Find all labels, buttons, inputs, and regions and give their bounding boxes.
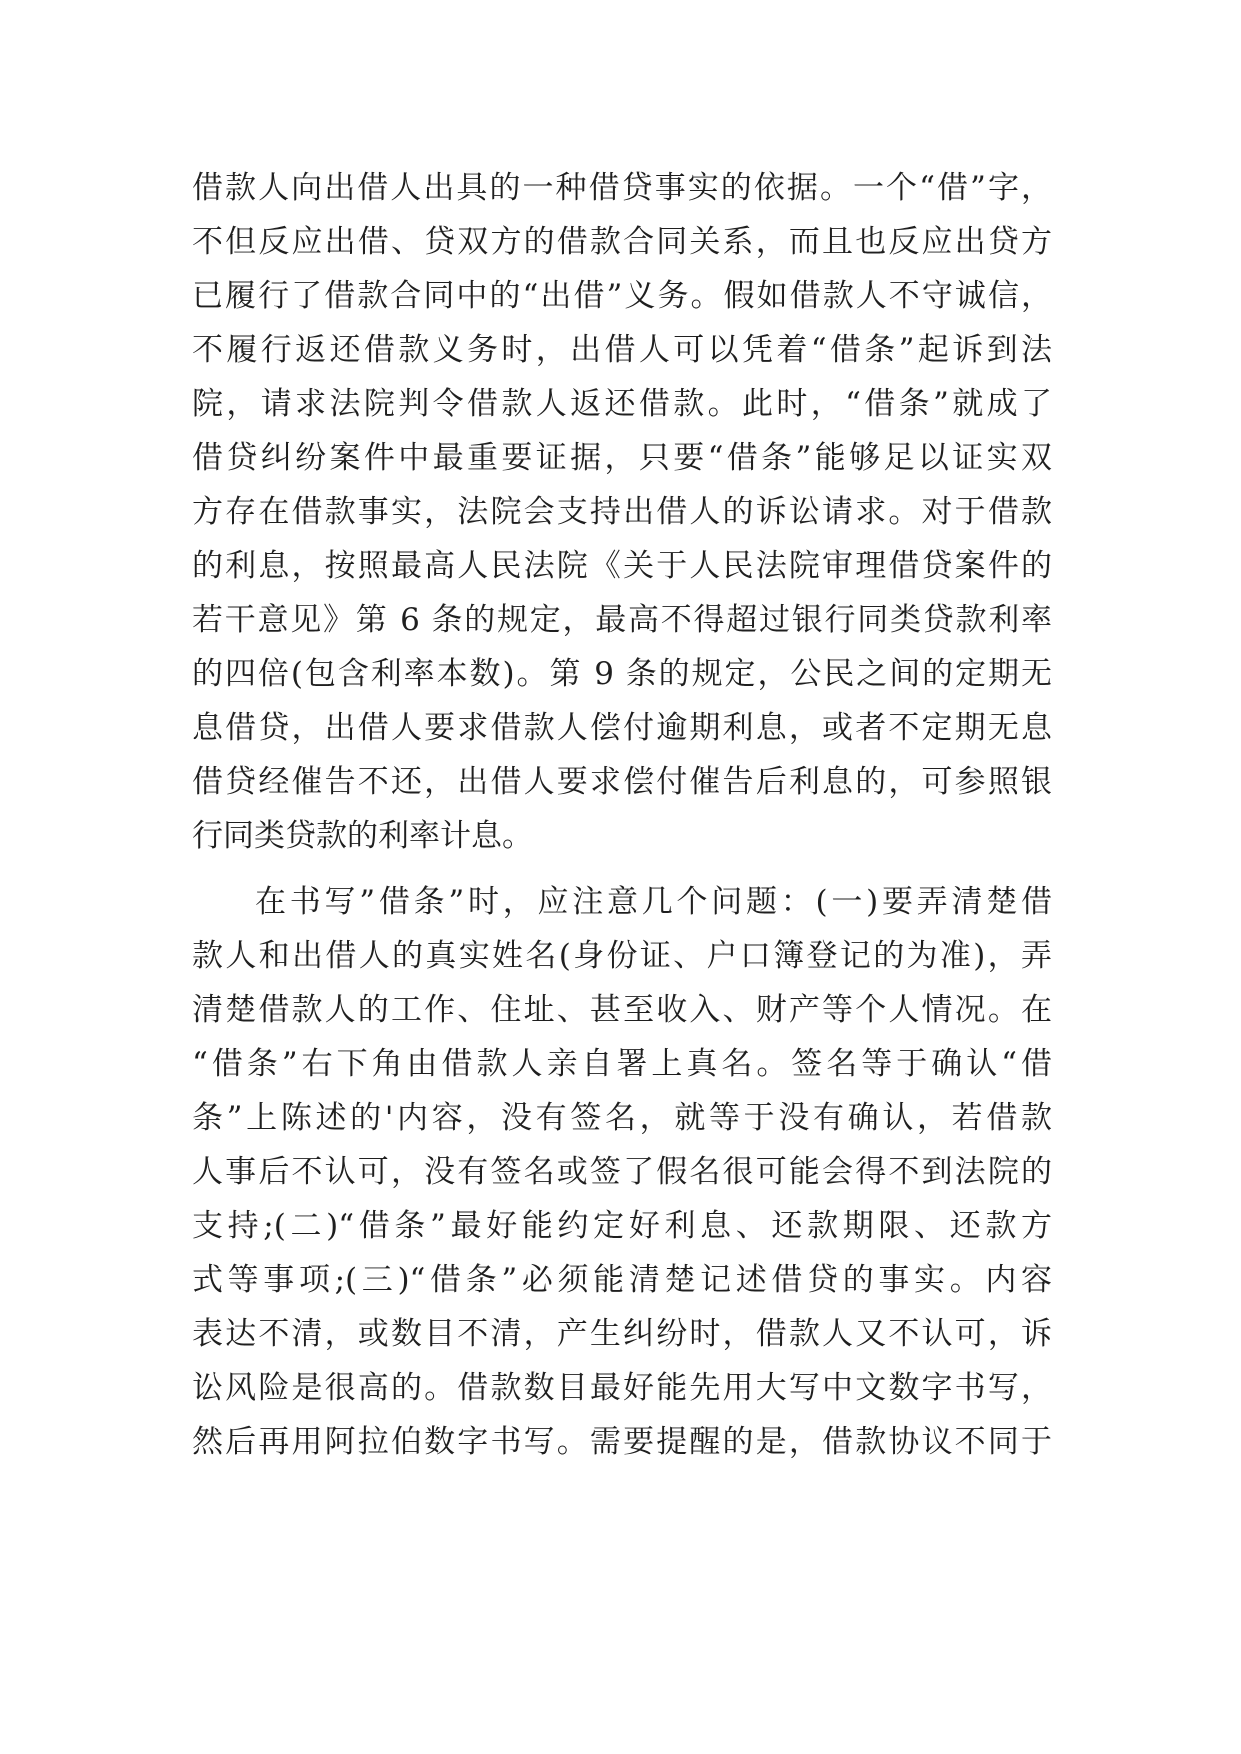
- paragraph-1-line-13: 行同类贷款的利率计息。: [192, 818, 533, 854]
- paragraph-2-line-9: 表达不清，或数目不清，产生纠纷时，借款人又不认可，诉: [192, 1316, 1052, 1352]
- paragraph-2-line-8: 式等事项;(三)“借条”必须能清楚记述借贷的事实。内容: [192, 1262, 1052, 1298]
- paragraph-2-line-5: 条”上陈述的'内容，没有签名，就等于没有确认，若借款: [192, 1100, 1052, 1136]
- paragraph-2-line-2: 款人和出借人的真实姓名(身份证、户口簿登记的为准)，弄: [192, 938, 1052, 974]
- paragraph-1-line-9: 若干意见》第 6 条的规定，最高不得超过银行同类贷款利率: [192, 602, 1052, 638]
- paragraph-2-line-4: “借条”右下角由借款人亲自署上真名。签名等于确认“借: [192, 1046, 1052, 1082]
- paragraph-1-line-7: 方存在借款事实，法院会支持出借人的诉讼请求。对于借款: [192, 494, 1052, 530]
- paragraph-2-line-6: 人事后不认可，没有签名或签了假名很可能会得不到法院的: [192, 1154, 1052, 1190]
- paragraph-1-line-8: 的利息，按照最高人民法院《关于人民法院审理借贷案件的: [192, 548, 1052, 584]
- paragraph-1-line-12: 借贷经催告不还，出借人要求偿付催告后利息的，可参照银: [192, 764, 1052, 800]
- paragraph-1-line-6: 借贷纠纷案件中最重要证据，只要“借条”能够足以证实双: [192, 440, 1052, 476]
- paragraph-2-line-10: 讼风险是很高的。借款数目最好能先用大写中文数字书写，: [192, 1370, 1052, 1406]
- paragraph-2-line-7: 支持;(二)“借条”最好能约定好利息、还款期限、还款方: [192, 1208, 1052, 1244]
- paragraph-2-line-11: 然后再用阿拉伯数字书写。需要提醒的是，借款协议不同于: [192, 1424, 1052, 1460]
- paragraph-1-line-5: 院，请求法院判令借款人返还借款。此时，“借条”就成了: [192, 386, 1052, 422]
- paragraph-1-line-1: 借款人向出借人出具的一种借贷事实的依据。一个“借”字，: [192, 170, 1052, 206]
- paragraph-2-line-1: 在书写”借条”时，应注意几个问题：(一)要弄清楚借: [255, 884, 1052, 920]
- paragraph-1-line-3: 已履行了借款合同中的“出借”义务。假如借款人不守诚信，: [192, 278, 1052, 314]
- paragraph-1-line-10: 的四倍(包含利率本数)。第 9 条的规定，公民之间的定期无: [192, 656, 1052, 692]
- paragraph-1-line-4: 不履行返还借款义务时，出借人可以凭着“借条”起诉到法: [192, 332, 1052, 368]
- paragraph-1-line-11: 息借贷，出借人要求借款人偿付逾期利息，或者不定期无息: [192, 710, 1052, 746]
- paragraph-2-line-3: 清楚借款人的工作、住址、甚至收入、财产等个人情况。在: [192, 992, 1052, 1028]
- paragraph-1-line-2: 不但反应出借、贷双方的借款合同关系，而且也反应出贷方: [192, 224, 1052, 260]
